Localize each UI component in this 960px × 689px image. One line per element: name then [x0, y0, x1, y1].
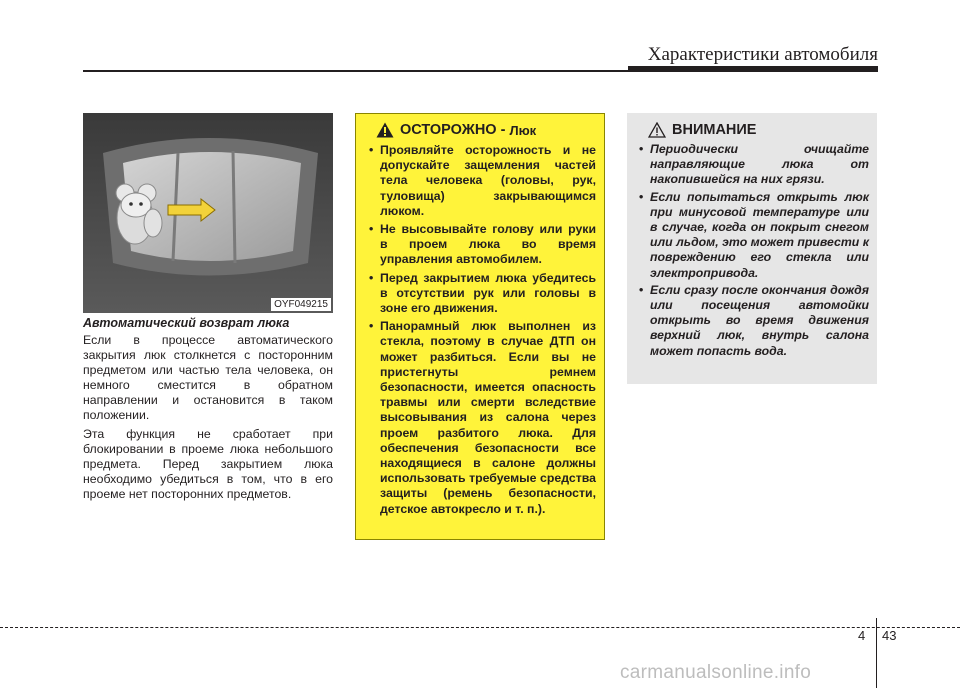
warning-box	[355, 113, 605, 540]
warning-item: • Не высовывайте голову или руки в проем люка во время управления автомобилем.	[366, 222, 596, 268]
sunroof-illustration	[83, 113, 333, 313]
footer-rule	[0, 627, 960, 628]
page-number-separator	[876, 618, 877, 688]
body-text	[83, 333, 333, 506]
caution-title: ВНИМАНИЕ	[672, 122, 757, 138]
figure-code: OYF049215	[271, 298, 331, 311]
watermark: carmanualsonline.info	[620, 662, 812, 683]
caution-item: • Если сразу после окончания дождя или посещения автомойки открыть во время движения верхний люк, внутрь салона может попасть вода.	[636, 283, 869, 359]
warning-triangle-icon	[376, 122, 394, 138]
page-number: 43	[882, 628, 897, 643]
caution-triangle-icon	[648, 122, 666, 138]
body-paragraph: Эта функция не сработает при блокировании в проеме люка небольшого предмета. Перед закрытием люка необходимо убедиться в том, что в его проеме нет посторонних предметов.	[83, 427, 333, 501]
caution-item: • Если попытаться открыть люк при минусовой температуре или в случае, когда он покрыт снегом или льдом, это может привести к повреждению его стекла или электропривода.	[636, 190, 869, 281]
caution-item: • Периодически очищайте направляющие люка от накопившейся на них грязи.	[636, 142, 869, 188]
chapter-number: 4	[858, 628, 866, 643]
page-header-title: Характеристики автомобиля	[647, 44, 878, 65]
body-paragraph: Если в процессе автоматического закрытия люк столкнется с посторонним предметом или частью тела человека, он немного сместится в обратном направлении и остановится в таком положении.	[83, 333, 333, 422]
warning-item: • Проявляйте осторожность и не допускайте защемления частей тела человека (головы, рук, туловища) закрывающимся люком.	[366, 143, 596, 219]
warning-list	[366, 143, 596, 517]
warning-header	[376, 122, 596, 138]
warning-subtitle: Люк	[509, 122, 537, 138]
caution-header	[648, 122, 869, 138]
figure-caption: Автоматический возврат люка	[83, 316, 290, 330]
warning-item: • Перед закрытием люка убедитесь в отсутствии рук или головы в зоне его движения.	[366, 271, 596, 317]
warning-title: ОСТОРОЖНО -	[400, 122, 506, 138]
caution-box	[627, 113, 877, 384]
caution-list	[636, 142, 869, 359]
warning-item: • Панорамный люк выполнен из стекла, поэтому в случае ДТП он может разбиться. Если вы не пристегнуты ремнем безопасности, имеется опасность травмы или смерти вследствие высовывания из салона через проем разбитого люка. Для обеспечения безопасности все находящиеся в салоне должны использовать требуемые средства защиты (ремень безопасности, детское автокресло и т. п.).	[366, 319, 596, 517]
header-rule-accent	[628, 66, 878, 72]
sunroof-illustration-graphic	[83, 113, 333, 313]
